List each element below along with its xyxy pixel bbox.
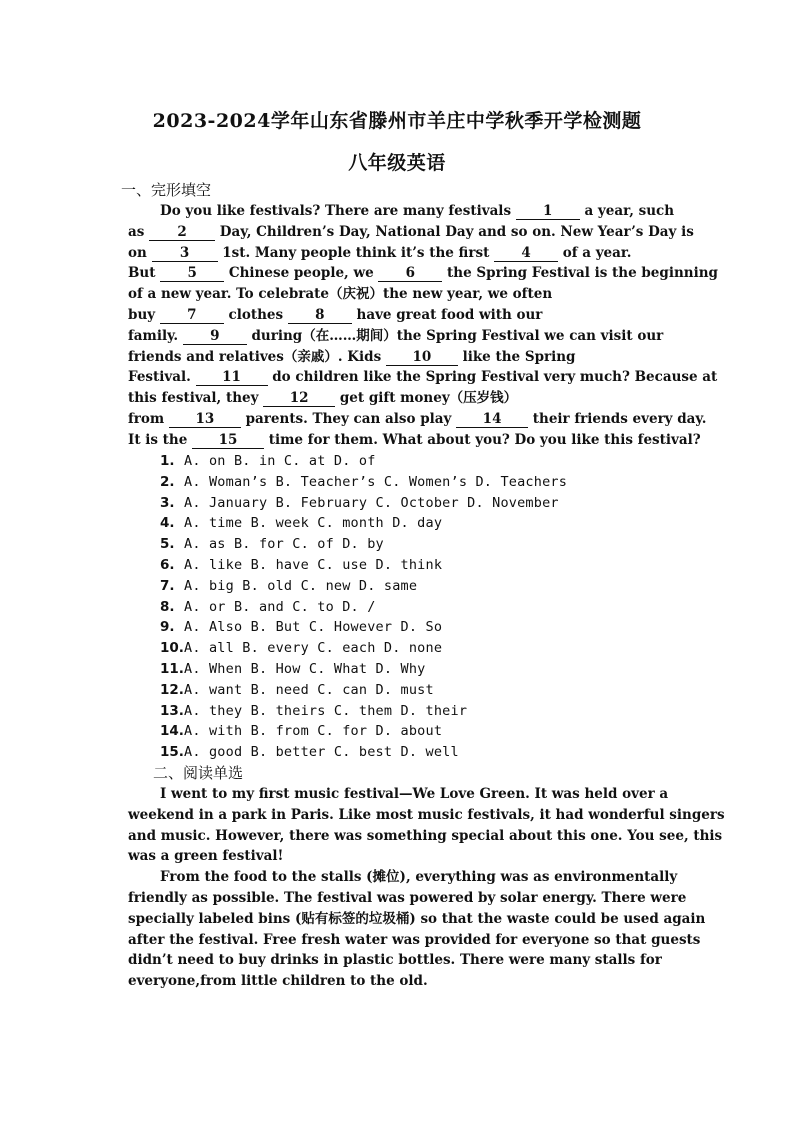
option-row: 9. A. Also B. But C. However D. So bbox=[160, 619, 443, 636]
reading-line: I went to my first music festival—We Love Green. It was held over a bbox=[160, 786, 669, 802]
option-row: 14.A. with B. from C. for D. about bbox=[160, 723, 443, 740]
cloze-line: on 3 1st. Many people think it’s the first 4 of a year. bbox=[128, 244, 632, 261]
section-heading-cloze: 一、完形填空 bbox=[121, 181, 212, 199]
option-row: 11.A. When B. How C. What D. Why bbox=[160, 660, 426, 677]
blank-3[interactable]: 3 bbox=[152, 245, 218, 262]
cloze-line: buy 7 clothes 8 have great food with our bbox=[128, 306, 543, 323]
reading-line: everyone,from little children to the old. bbox=[128, 973, 428, 990]
option-row: 3. A. January B. February C. October D. November bbox=[160, 494, 559, 511]
cloze-line: friends and relatives（亲戚）. Kids 10 like the Spring bbox=[128, 348, 576, 365]
section-heading-reading: 二、阅读单选 bbox=[153, 764, 244, 782]
option-row: 7. A. big B. old C. new D. same bbox=[160, 577, 418, 594]
cloze-line: this festival, they 12 get gift money（压岁钱） bbox=[128, 390, 518, 407]
option-row: 15.A. good B. better C. best D. well bbox=[160, 744, 459, 761]
reading-line: weekend in a park in Paris. Like most music festivals, it had wonderful singers bbox=[128, 806, 725, 823]
reading-passage bbox=[128, 784, 725, 992]
exam-subtitle: 八年级英语 bbox=[348, 152, 446, 174]
reading-line: after the festival. Free fresh water was provided for everyone so that guests bbox=[128, 931, 701, 948]
exam-title: 2023-2024学年山东省滕州市羊庄中学秋季开学检测题 bbox=[152, 110, 642, 132]
reading-line: was a green festival! bbox=[128, 848, 284, 865]
cloze-line: from 13 parents. They can also play 14 their friends every day. bbox=[128, 410, 707, 427]
options-list bbox=[160, 451, 567, 763]
cloze-passage bbox=[128, 201, 718, 451]
option-row: 5. A. as B. for C. of D. by bbox=[160, 536, 384, 553]
reading-line: specially labeled bins (贴有标签的垃圾桶) so that the waste could be used again bbox=[128, 910, 706, 927]
option-row: 6. A. like B. have C. use D. think bbox=[160, 556, 443, 573]
blank-8[interactable]: 8 bbox=[288, 307, 352, 324]
blank-5[interactable]: 5 bbox=[160, 265, 224, 282]
blank-14[interactable]: 14 bbox=[456, 411, 528, 428]
cloze-line: But 5 Chinese people, we 6 the Spring Festival is the beginning bbox=[128, 265, 718, 282]
blank-12[interactable]: 12 bbox=[263, 390, 335, 407]
cloze-line: Festival. 11 do children like the Spring Festival very much? Because at bbox=[128, 369, 718, 386]
option-row: 8. A. or B. and C. to D. / bbox=[160, 598, 376, 615]
cloze-line: family. 9 during（在……期间）the Spring Festival we can visit our bbox=[128, 327, 664, 344]
blank-1[interactable]: 1 bbox=[516, 203, 580, 220]
blank-4[interactable]: 4 bbox=[494, 245, 558, 262]
cloze-line: It is the 15 time for them. What about you? Do you like this festival? bbox=[128, 431, 701, 448]
reading-line: friendly as possible. The festival was powered by solar energy. There were bbox=[128, 889, 687, 906]
option-row: 10.A. all B. every C. each D. none bbox=[160, 640, 443, 657]
cloze-line: of a new year. To celebrate（庆祝）the new year, we often bbox=[128, 286, 553, 303]
reading-line: didn’t need to buy drinks in plastic bottles. There were many stalls for bbox=[128, 952, 662, 969]
blank-15[interactable]: 15 bbox=[192, 432, 264, 449]
blank-13[interactable]: 13 bbox=[169, 411, 241, 428]
reading-line: and music. However, there was something special about this one. You see, this bbox=[128, 827, 723, 844]
blank-2[interactable]: 2 bbox=[149, 224, 215, 241]
blank-11[interactable]: 11 bbox=[196, 369, 268, 386]
blank-10[interactable]: 10 bbox=[386, 349, 458, 366]
blank-7[interactable]: 7 bbox=[160, 307, 224, 324]
cloze-line: Do you like festivals? There are many festivals 1 a year, such bbox=[160, 203, 675, 219]
option-row: 2. A. Woman’s B. Teacher’s C. Women’s D. Teachers bbox=[160, 473, 568, 490]
reading-line: From the food to the stalls (摊位), everything was as environmentally bbox=[160, 869, 678, 886]
cloze-line: as 2 Day, Children’s Day, National Day and so on. New Year’s Day is bbox=[128, 223, 694, 240]
blank-6[interactable]: 6 bbox=[378, 265, 442, 282]
option-row: 12.A. want B. need C. can D. must bbox=[160, 681, 434, 698]
option-row: 4. A. time B. week C. month D. day bbox=[160, 515, 443, 532]
option-row: 1. A. on B. in C. at D. of bbox=[160, 453, 376, 469]
option-row: 13.A. they B. theirs C. them D. their bbox=[160, 702, 468, 719]
blank-9[interactable]: 9 bbox=[183, 328, 247, 345]
